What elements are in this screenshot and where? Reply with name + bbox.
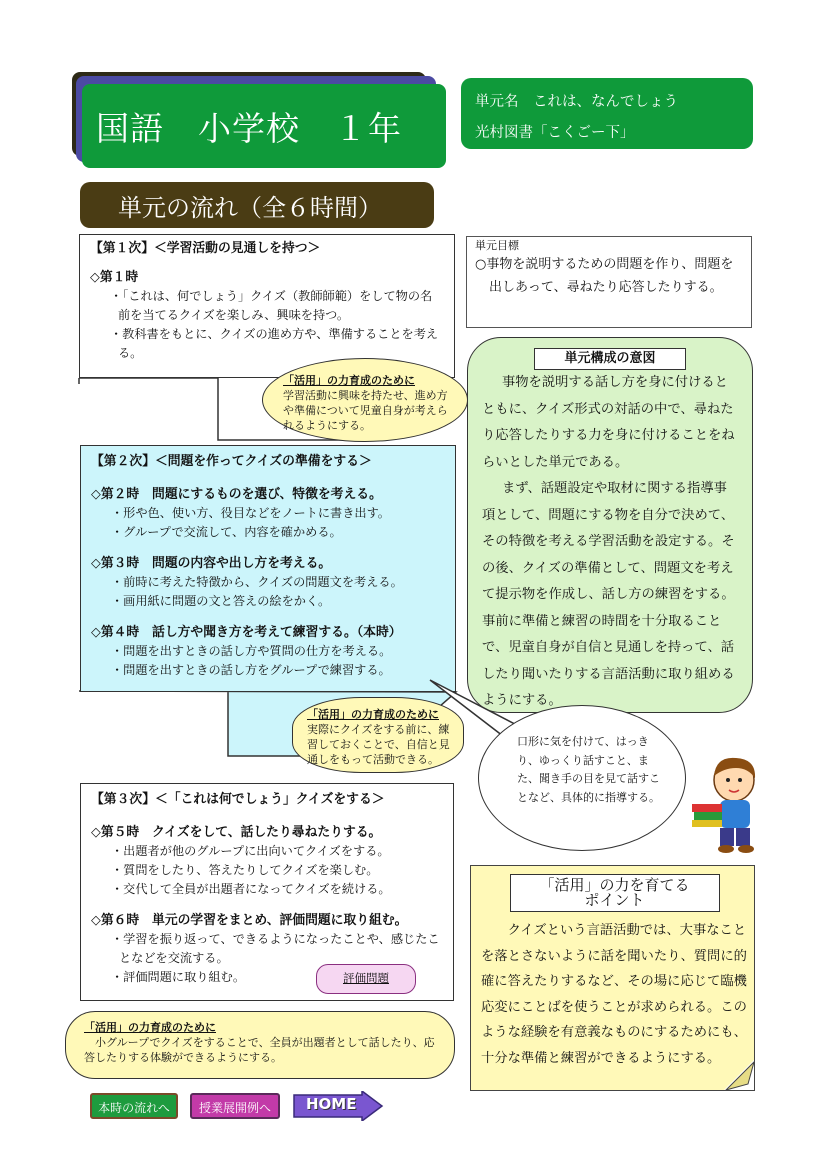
intent-paragraph: まず、話題設定や取材に関する指導事項として、問題にする物を自分で決めて、その特徴を考える学習活動を設定する。その後、クイズの準備として、問題文を考えて提示物を作成し、話し方の練習をする。事前に準備と練習の時間を十分取ることで、児童自身が自信と見通しを持って、話したり聞いたりする言語活動に取り組めるようにする。	[482, 481, 735, 708]
lesson4-title: ◇第４時 話し方や聞き方を考えて練習する。（本時）	[91, 625, 402, 640]
list-item: ・質問をしたり、答えたりしてクイズを楽しむ。	[111, 863, 379, 877]
callout-text: 実際にクイズをする前に、練習しておくことで、自信と見通しをもって活動できる。	[307, 723, 450, 766]
callout-text: 小グループでクイズをすることで、全員が出題者として話したり、応答したりする体験ができるようにする。	[84, 1036, 435, 1064]
nav-lesson-flow-button[interactable]: 本時の流れへ	[90, 1093, 178, 1119]
list-item: ・「これは、何でしょう」クイズ（教師師範）をして物の名前を当てるクイズを楽しみ、興味を持つ。	[110, 289, 433, 322]
nav-lesson-example-button[interactable]: 授業展開例へ	[190, 1093, 280, 1119]
list-item: ・出題者が他のグループに出向いてクイズをする。	[111, 844, 390, 858]
callout-title: 「活用」の力育成のために	[84, 1021, 216, 1034]
unit-intent-title: 単元構成の意図	[534, 348, 686, 370]
step2-box	[80, 445, 456, 692]
textbook-name: 光村図書「こくごー下」	[475, 125, 635, 141]
unit-name: 単元名 これは、なんでしょう	[475, 94, 678, 110]
list-item: ・問題を出すときの話し方や質問の仕方を考える。	[111, 644, 392, 658]
lesson5-title: ◇第５時 クイズをして、話したり尋ねたりする。	[91, 825, 382, 840]
speech-bubble: 口形に気を付けて、はっきり、ゆっくり話すこと、また、聞き手の目を見て話すことなど、具体的に指導する。	[478, 705, 686, 851]
eval-problem-button[interactable]: 評価問題	[316, 964, 416, 994]
list-item: ・教科書をもとに、クイズの進め方や、準備することを考える。	[110, 327, 439, 360]
callout-katsuyo-1	[262, 358, 468, 442]
unit-goal-text: ○事物を説明するための問題を作り、問題を出しあって、尋ねたり応答したりする。	[475, 257, 734, 295]
intent-paragraph: 事物を説明する話し方を身に付けるとともに、クイズ形式の対話の中で、尋ねたり応答したりする力を身に付けることをねらいとした単元である。	[482, 375, 735, 470]
unit-info	[461, 78, 753, 149]
step1-box	[79, 234, 455, 378]
list-item: ・評価問題に取り組む。	[111, 970, 246, 984]
list-item: ・前時に考えた特徴から、クイズの問題文を考える。	[111, 575, 403, 589]
step3-heading: 【第３次】＜「これは何でしょう」クイズをする＞	[91, 792, 385, 807]
list-item: ・形や色、使い方、役目などをノートに書き出す。	[111, 506, 390, 520]
list-item: ・交代して全員が出題者になってクイズを続ける。	[111, 882, 391, 896]
point-text: クイズという言語活動では、大事なことを落とさないように話を聞いたり、質問に的確に答えたりするなど、その場に応じて臨機応変にことばを使うことが求められる。このような経験を有意義なものにするためにも、十分な準備と練習ができるようにする。	[481, 923, 747, 1066]
callout-title: 「活用」の力育成のために	[307, 708, 439, 721]
callout-katsuyo-3	[65, 1011, 455, 1079]
point-title	[510, 874, 720, 912]
page-title: 国語 小学校 １年	[82, 84, 446, 168]
point-title-line2: ポイント	[584, 891, 645, 909]
home-button[interactable]	[292, 1091, 384, 1121]
step2-heading: 【第２次】＜問題を作ってクイズの準備をする＞	[91, 454, 372, 469]
list-item: ・問題を出すときの話し方をグループで練習する。	[111, 663, 391, 677]
callout-title: 「活用」の力育成のために	[283, 374, 415, 387]
unit-goal-label: 単元目標	[475, 239, 519, 252]
list-item: ・グループで交流して、内容を確かめる。	[111, 525, 342, 539]
page-curl	[724, 1060, 756, 1092]
unit-intent-box	[467, 337, 753, 713]
lesson3-title: ◇第３時 問題の内容や出し方を考える。	[91, 556, 332, 571]
lesson6-title: ◇第６時 単元の学習をまとめ、評価問題に取り組む。	[91, 913, 408, 928]
list-item: ・画用紙に問題の文と答えの絵をかく。	[111, 594, 331, 608]
katsuyo-point-box	[470, 865, 755, 1091]
flow-heading: 単元の流れ（全６時間）	[80, 182, 434, 228]
step1-heading: 【第１次】＜学習活動の見通しを持つ＞	[90, 241, 321, 256]
callout-text: 学習活動に興味を持たせ、進め方や準備について児童自身が考えられるようにする。	[283, 389, 448, 432]
lesson1-title: ◇第１時	[90, 270, 139, 285]
home-label: HOME	[306, 1095, 357, 1113]
point-title-line1: 「活用」の力を育てる	[539, 876, 690, 894]
child-illustration	[686, 750, 766, 855]
unit-goal-box	[466, 236, 752, 328]
list-item: ・学習を振り返って、できるようになったことや、感じたことなどを交流する。	[111, 932, 440, 965]
lesson2-title: ◇第２時 問題にするものを選び、特徴を考える。	[91, 487, 382, 502]
